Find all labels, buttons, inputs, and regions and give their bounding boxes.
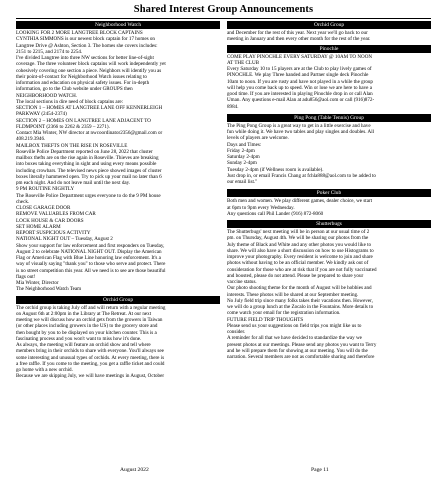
- text-line: and boosted, please do not attend. Please be prepared to share your: [227, 272, 364, 279]
- ping-pong-body: [227, 123, 431, 186]
- section-header-pinochle: Pinochle: [227, 45, 431, 53]
- section-header-ping-pong: Ping Pong (Table Tennis) Group: [227, 114, 431, 122]
- section-header-orchid-group-continued: Orchid Group: [227, 21, 431, 29]
- footer-page-number: Page 11: [311, 467, 329, 473]
- left-column: [16, 21, 220, 380]
- text-line: FUTURE FIELD TRIP THOUGHTS: [227, 316, 304, 323]
- text-line: information and education on physical safety issues. For in-depth: [16, 80, 150, 86]
- text-line: present photos at our meetings. Please send any photos you want to Terry: [227, 341, 377, 348]
- text-line: Uman. Any questions e-mail Alan at adu856@aol.com or call (916)872-: [227, 97, 375, 104]
- text-line: As always, the meeting will feature an orchid show and tell where: [16, 342, 151, 348]
- orchid-group-body: [16, 305, 220, 380]
- text-line: FLDMPOINT (2366 to 2262 & 2359 – 2271).: [16, 123, 110, 130]
- text-line: pm each night. And do not leave mail until the next day.: [16, 180, 131, 186]
- text-line: SECTION 2 – HOMES ON LANGTREE LANE ADJACENT TO: [16, 117, 151, 124]
- text-line: July theme of Black and White and any other photos you would like to: [227, 241, 372, 248]
- text-line: A reminder for all that we have decided to standardize the way we: [227, 335, 362, 342]
- text-line: The orchid group is taking July off and will return with a regular meeting: [16, 304, 166, 311]
- poker-club-body: [227, 198, 431, 217]
- text-line: our email list.": [227, 179, 258, 185]
- text-line: Show your support for law enforcement and first responders on Tuesday,: [16, 242, 165, 249]
- text-line: SET HOME ALARM: [16, 223, 61, 230]
- text-line: flags out!: [16, 273, 36, 280]
- text-line: way of visually saying "thank you" to those who serve and protect. There: [16, 261, 166, 268]
- text-line: Both men and women. We play different games, dealer choice, we start: [227, 198, 373, 205]
- text-line: The Roseville Police Department urges everyone to do the 9 PM house: [16, 192, 161, 199]
- text-line: REMOVE VALUABLES FROM CAR: [16, 211, 96, 218]
- text-line: The Shutterbugs' next meeting will be in person at our usual time of 2: [227, 229, 370, 235]
- text-line: 10am to noon. If you are rusty and have not played in a while the group: [227, 78, 373, 85]
- text-line: a free raffle. If you come to the meeting, you get a raffle ticket and could: [16, 360, 165, 367]
- footer-date: August 2022: [120, 467, 149, 473]
- text-line: consideration for those who are at risk that if you are not fully vaccinated: [227, 266, 377, 273]
- text-line: CYNTHIA SIMMONS is our newest block captain for 17 homes on: [16, 36, 155, 43]
- text-line: REPORT SUSPICIOUS ACTIVITY: [16, 230, 91, 236]
- text-line: fun while doing it. We have two tables and play singles and doubles. All: [227, 129, 375, 135]
- title-divider: [16, 18, 431, 19]
- text-line: members bring in their orchids to share with everyone. You'll always see: [16, 348, 164, 355]
- text-line: then bought by you to be displayed on your kitchen counter. This is a: [16, 329, 157, 336]
- text-line: 2151 to 2215, and 2174 to 2254.: [16, 48, 83, 55]
- text-line: fascinating process and you won't want to miss how it's done.: [16, 335, 142, 342]
- text-line: come watch your email for the registration information.: [227, 310, 341, 317]
- text-line: Contact Mia Winter, NW director at nwcoordinator2356@gmail.com or: [16, 130, 163, 136]
- neighborhood-watch-body: [16, 30, 220, 293]
- text-line: LOCK HOUSE & CAR DOORS: [16, 217, 84, 224]
- text-line: NATIONAL NIGHT OUT – Tuesday, August 2: [16, 236, 113, 243]
- text-line: NEIGHBORHOOD WATCH.: [16, 92, 78, 99]
- text-line: we will do a group lunch at the Zocalo in the Fountains. More details to: [227, 304, 374, 310]
- pinochle-body: [227, 54, 431, 110]
- text-line: share. We will also have a short discussion on how to use Histograms to: [227, 247, 374, 254]
- text-line: information, go to the Club website under GROUPS then: [16, 86, 133, 93]
- text-line: The local sections in dire need of block captains are:: [16, 98, 124, 105]
- text-line: pm. on Thursday, August 4th. We will be sharing our photos from the: [227, 235, 369, 242]
- text-line: Tuesday 2-4pm (if Wellness room is available).: [227, 166, 324, 173]
- section-header-shutterbugs: Shutterbugs: [227, 220, 431, 228]
- section-header-neighborhood-watch: Neighborhood Watch: [16, 21, 220, 29]
- text-line: The Ping Pong Group is a great way to get in a little exercise and have: [227, 122, 371, 129]
- text-line: COME PLAY PINOCHLE EVERY SATURDAY @ 10AM TO NOON: [227, 53, 373, 60]
- text-line: their point-of-contact for Neighborhood Watch issues relating to: [16, 73, 147, 80]
- text-line: at 6pm to 9pm every Wednesday.: [227, 204, 295, 211]
- text-line: 408.219.3946.: [16, 136, 46, 143]
- text-line: The Neighborhood Watch Team: [16, 286, 82, 293]
- text-line: meeting in January and then every other month for the rest of the year.: [227, 36, 371, 43]
- page-title: Shared Interest Group Announcements: [133, 4, 314, 15]
- text-line: Our photo shooting theme for the month of August will be hobbies and: [227, 285, 372, 292]
- text-line: (or other places including growers in the US) to the grocery store and: [16, 323, 158, 330]
- text-line: No July field trip since many folks takes their vacations then. However,: [227, 297, 373, 304]
- section-header-poker-club: Poker Club: [227, 189, 431, 197]
- text-line: coverage. The three volunteer block captains will work independently yet: [16, 61, 166, 68]
- text-line: August 2 to celebrate NATIONAL NIGHT OUT. Display the American: [16, 248, 162, 255]
- text-line: Roseville Police Department reported on June 28, 2022 that cluster: [16, 148, 153, 155]
- text-line: levels of players are welcome.: [227, 135, 289, 142]
- text-line: Flag or American Flag with Blue Line honoring law enforcement. It's a: [16, 255, 161, 261]
- text-line: Langtree Drive @ Ashton, Section 3. The homes she covers includes:: [16, 42, 158, 49]
- text-line: and he will prepare them for showing at our meeting. You will do the: [227, 347, 368, 354]
- text-line: into boxes taking everything in sight and using every means possible: [16, 161, 157, 168]
- text-line: LOOKING FOR 2 MORE LANGTREE BLOCK CAPTAINS: [16, 30, 143, 36]
- section-header-orchid-group: Orchid Group: [16, 296, 220, 304]
- text-line: SECTION 1 – HOMES AT LANGTREE LANE OFF KENNERLEIGH: [16, 105, 163, 111]
- text-line: go home with a new orchid.: [16, 367, 73, 373]
- right-column: [227, 21, 431, 360]
- text-line: interests. These photos will be shared at our September meeting.: [227, 291, 359, 298]
- text-line: PINOCHLE. We play Three handed and Partner single deck Pinochle: [227, 72, 369, 79]
- text-line: and December for the rest of this year. Next year we'll go back to our: [227, 30, 368, 36]
- text-line: Friday 2-4pm: [227, 147, 255, 154]
- text-line: Because we are skipping July, we will have meetings in August, October: [16, 373, 165, 380]
- text-line: Just drop in, or email Francis Chang at fchla888@aol.com to be added to: [227, 172, 376, 179]
- text-line: PARKWAY (2454-2374): [16, 111, 67, 118]
- text-line: is no street competition this year. All we need is to see are those beautiful: [16, 267, 166, 274]
- text-line: will help you come back up to speed. Win or lose we are here to have a: [227, 84, 372, 91]
- text-line: CLOSE GARAGE DOOR: [16, 205, 71, 211]
- text-line: check.: [16, 198, 30, 205]
- text-line: mailbox thefts are on the rise again in Roseville. Thieves are breaking: [16, 155, 159, 161]
- text-line: good time. If you are interested in playing Pinochle drop in or call Alan: [227, 91, 373, 97]
- text-line: Sunday 2-4pm: [227, 160, 257, 167]
- shutterbugs-body: [227, 229, 431, 360]
- text-line: boxes literally hammered open. Try to pick up your mail no later than 6: [16, 173, 162, 180]
- text-line: AT THE CLUB: [227, 59, 260, 66]
- text-line: consider.: [227, 329, 246, 335]
- text-line: narration. Several members are not as comfortable sharing and therefore: [227, 354, 375, 360]
- text-line: Any questions call Phil Lander (916) 872-8060: [227, 210, 324, 217]
- text-line: Days and Times:: [227, 141, 262, 148]
- text-line: Please send us your suggestions on field trips you might like us to: [227, 322, 362, 329]
- text-line: MAILBOX THEFTS ON THE RISE IN ROSEVILLE: [16, 142, 128, 149]
- text-line: meeting we will discuss how an orchid gets from the growers in Taiwan: [16, 317, 163, 323]
- text-line: improve your photography. Every resident is welcome to join and share: [227, 254, 373, 260]
- text-line: cohesively covering one section a piece. Neighbors will identify you as: [16, 67, 162, 74]
- text-line: vaccine status.: [227, 279, 257, 285]
- text-line: on August 6th at 2:00pm in the Library at The Retreat. At our next: [16, 310, 152, 317]
- text-line: Saturday 2-4pm: [227, 154, 260, 160]
- text-line: photos without having to be an official member. We kindly ask out of: [227, 260, 369, 267]
- text-line: including crowbars. The televised news piece showed images of cluster: [16, 167, 162, 174]
- text-line: 9 PM ROUTINE NIGHTLY: [16, 186, 75, 193]
- text-line: I've divided Langtree into three NW sections for better line-of-sight: [16, 55, 154, 61]
- orchid-group-continued-body: [227, 30, 431, 43]
- text-line: 8984.: [227, 103, 239, 110]
- text-line: some interesting and unusual types of orchids. At every meeting, there is: [16, 354, 165, 361]
- text-line: Every Saturday 10 to 15 players are at the Club to play lively games of: [227, 66, 372, 72]
- text-line: Mia Winter, Director: [16, 280, 59, 286]
